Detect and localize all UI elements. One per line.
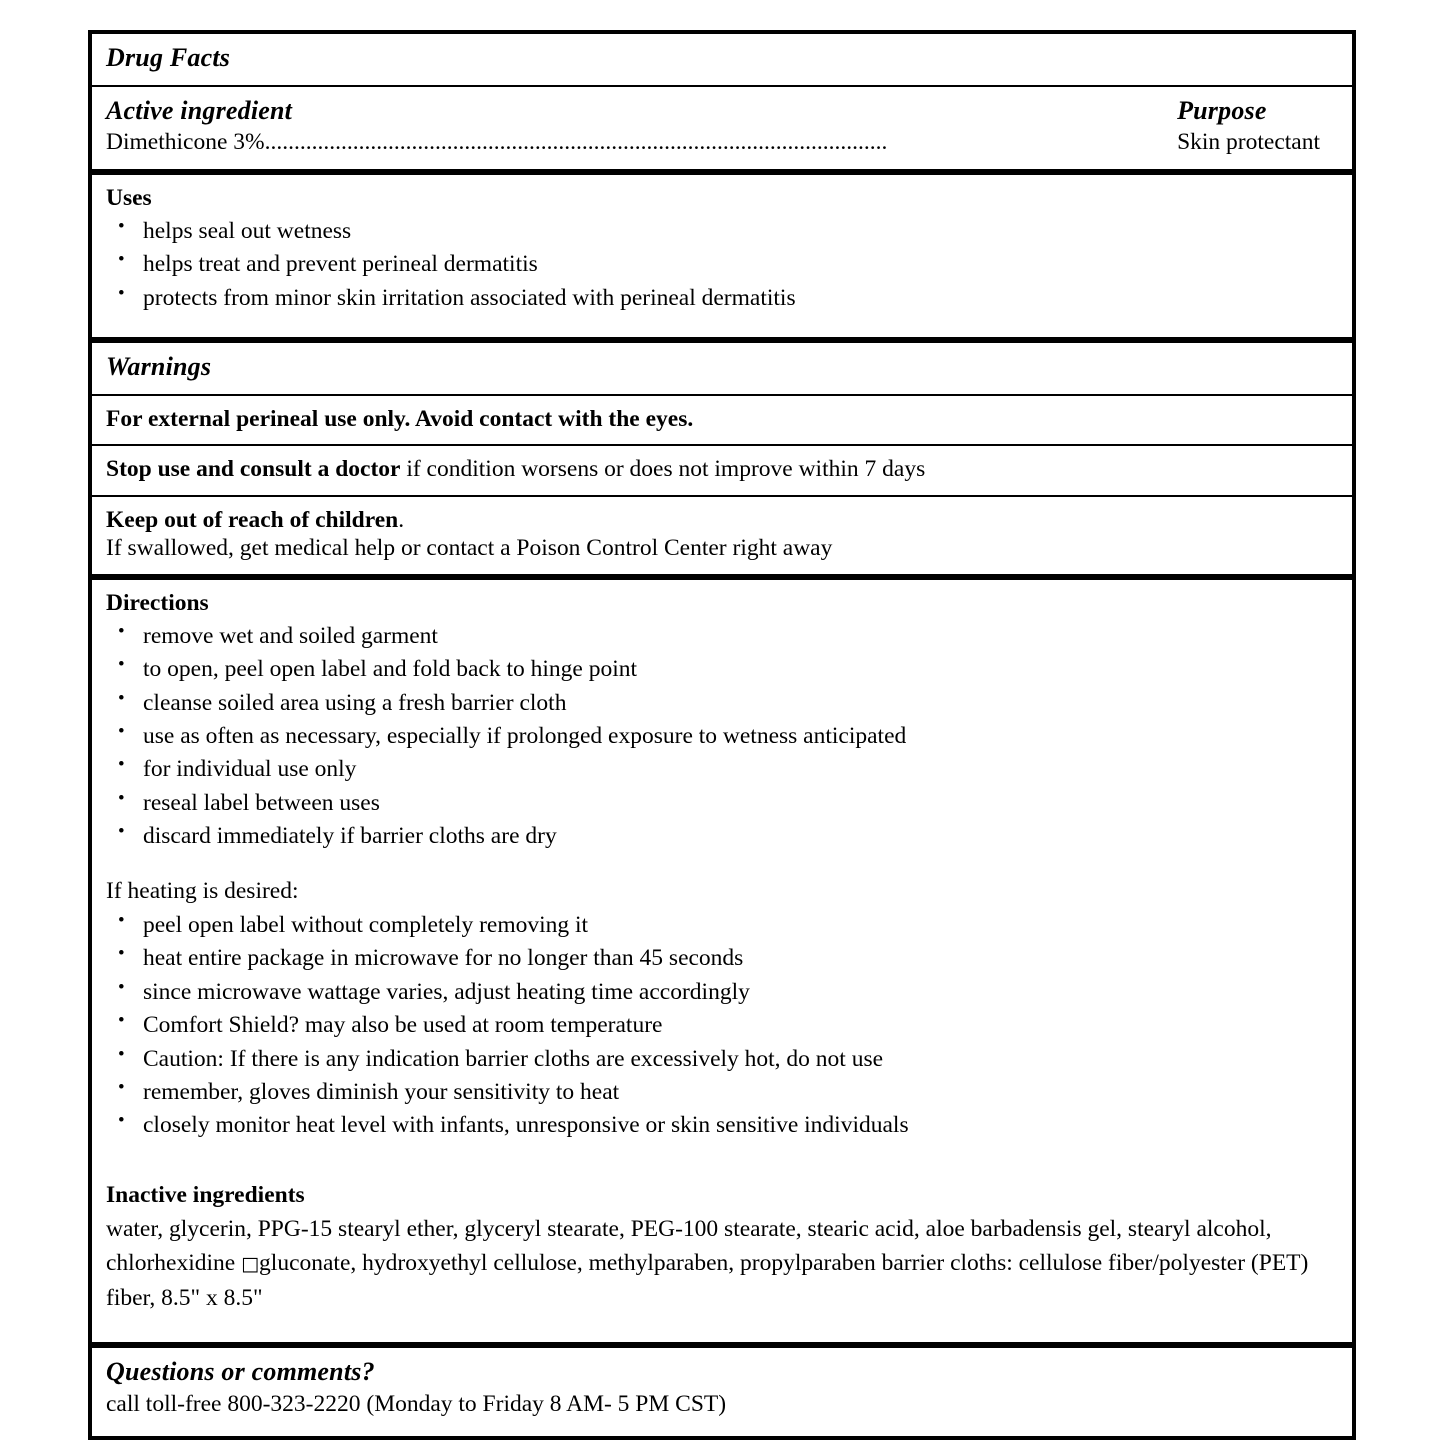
uses-list [106,215,1338,315]
list-item: • protects from minor skin irritation associated with perineal dermatitis [106,282,1338,315]
directions-section [92,580,1352,1348]
list-item: • Comfort Shield? may also be used at room temperature [106,1009,1338,1042]
page-title: Drug Facts [106,43,231,72]
purpose-column [1147,96,1338,158]
warning-keep-out-period: . [398,506,405,533]
purpose-heading: Purpose [1177,95,1267,125]
inactive-ingredients-heading: Inactive ingredients [106,1181,305,1208]
inactive-ingredients-text [106,1212,1338,1316]
questions-contact: call toll-free 800-323-2220 (Monday to Friday 8 AM- 5 PM CST) [106,1391,727,1418]
warning-stop-use-text [106,455,1338,484]
warnings-title-row [92,343,1352,396]
warning-keep-out-line [106,506,1338,535]
uses-section [92,175,1352,343]
list-item: • heat entire package in microwave for no longer than 45 seconds [106,942,1338,975]
inactive-text-part-1: water, glycerin, PPG-15 stearyl ether, glyceryl stearate, PEG-100 stearate, stearic acid, aloe barbadensis gel, stearyl alcohol, chlorhexidine [106,1215,1272,1277]
active-ingredient-row [92,87,1352,175]
list-item: • Caution: If there is any indication barrier cloths are excessively hot, do not use [106,1043,1338,1076]
list-item: • remove wet and soiled garment [106,620,1338,653]
warning-stop-use-row [92,446,1352,497]
uses-heading: Uses [106,184,152,211]
list-item: • helps treat and prevent perineal dermatitis [106,248,1338,281]
active-ingredient-value [106,128,1147,157]
missing-glyph-box: □ [241,1253,260,1276]
list-item: • reseal label between uses [106,787,1338,820]
warning-stop-use-rest: if condition worsens or does not improve within 7 days [400,455,926,482]
list-item: • cleanse soiled area using a fresh barrier cloth [106,687,1338,720]
list-item: • discard immediately if barrier cloths are dry [106,820,1338,853]
list-item: • peel open label without completely removing it [106,909,1338,942]
warning-keep-out-bold: Keep out of reach of children [106,506,399,533]
inactive-text-part-2: gluconate, hydroxyethyl cellulose, methylparaben, propylparaben barrier cloths: cellulose fiber/polyester (PET) fiber, 8.5" x 8.5" [106,1250,1309,1312]
questions-heading: Questions or comments? [106,1356,375,1386]
heating-list [106,909,1338,1143]
directions-list [106,620,1338,854]
warning-stop-use-bold: Stop use and consult a doctor [106,455,401,482]
questions-section [92,1348,1352,1436]
list-item: • to open, peel open label and fold back to hinge point [106,653,1338,686]
warning-external-use-row [92,396,1352,446]
list-item: • use as often as necessary, especially if prolonged exposure to wetness anticipated [106,720,1338,753]
list-item: • for individual use only [106,753,1338,786]
heating-intro: If heating is desired: [106,877,299,904]
directions-heading: Directions [106,589,209,616]
warnings-heading: Warnings [106,351,212,381]
warning-keep-out-detail: If swallowed, get medical help or contact a Poison Control Center right away [106,535,833,562]
dot-leader: .......................................................................................................... [264,129,888,156]
warning-external-use-text: For external perineal use only. Avoid contact with the eyes. [106,405,694,432]
list-item: • helps seal out wetness [106,215,1338,248]
active-ingredient-name: Dimethicone 3% [106,129,265,156]
drug-facts-panel [88,30,1356,1440]
drug-facts-title-row [92,34,1352,87]
list-item: • since microwave wattage varies, adjust heating time accordingly [106,976,1338,1009]
list-item: • remember, gloves diminish your sensitivity to heat [106,1076,1338,1109]
active-ingredient-column [106,96,1147,158]
list-item: • closely monitor heat level with infants, unresponsive or skin sensitive individuals [106,1109,1338,1142]
active-ingredient-heading: Active ingredient [106,95,293,125]
warning-keep-out-row [92,497,1352,580]
purpose-value: Skin protectant [1177,129,1320,156]
active-ingredient-columns [106,96,1338,158]
